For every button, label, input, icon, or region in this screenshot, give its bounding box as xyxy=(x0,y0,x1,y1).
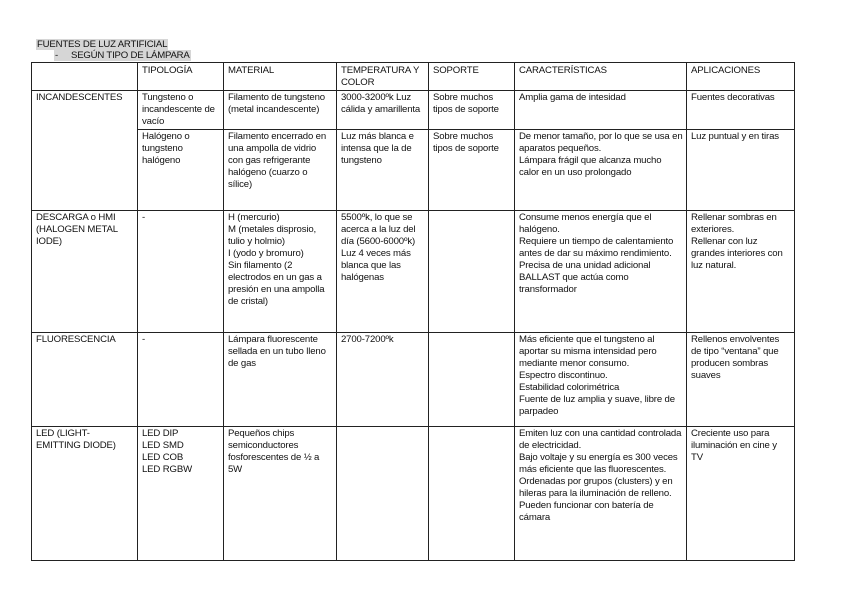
cell-tipologia: Halógeno o tungsteno halógeno xyxy=(138,130,224,211)
text-line: Ordenadas por grupos (clusters) y en hileras para la iluminación de relleno. xyxy=(519,476,673,499)
light-sources-table xyxy=(31,62,795,561)
row-label-fluorescencia: FLUORESCENCIA xyxy=(32,333,138,427)
cell-tipologia: - xyxy=(138,211,224,333)
document-title: FUENTES DE LUZ ARTIFICIAL xyxy=(37,39,168,50)
cell-temperatura: 2700-7200ºk xyxy=(337,333,429,427)
table-row-led xyxy=(32,427,795,561)
header-tipologia: TIPOLOGÍA xyxy=(138,63,224,91)
text-line: Pueden funcionar con batería de cámara xyxy=(519,500,654,523)
bullet-dash: - xyxy=(55,50,58,61)
cell-aplicaciones xyxy=(687,211,795,333)
cell-caracteristicas xyxy=(515,211,687,333)
cell-material: Filamento encerrado en una ampolla de vidrio con gas refrigerante halógeno (cuarzo o sílice) xyxy=(224,130,337,211)
table-row-descarga xyxy=(32,211,795,333)
header-row xyxy=(32,63,795,91)
document-heading xyxy=(36,39,191,61)
header-temperatura: TEMPERATURA Y COLOR xyxy=(337,63,429,91)
text-line: LED COB xyxy=(142,452,184,463)
table-row-fluorescencia xyxy=(32,333,795,427)
cell-caracteristicas xyxy=(515,333,687,427)
text-line: Rellenar sombras en exteriores. xyxy=(691,212,777,235)
header-cell-empty xyxy=(32,63,138,91)
cell-tipologia: - xyxy=(138,333,224,427)
text-line: I (yodo y bromuro) xyxy=(228,248,304,259)
row-label-led: LED (LIGHT-EMITTING DIODE) xyxy=(32,427,138,561)
text-line: M (metales disprosio, tulio y holmio) xyxy=(228,224,317,247)
cell-material xyxy=(224,211,337,333)
text-line: Requiere un tiempo de calentamiento antes de dar su máximo rendimiento. xyxy=(519,236,674,259)
row-label-incandescentes: INCANDESCENTES xyxy=(32,91,138,211)
text-line: Consume menos energía que el halógeno. xyxy=(519,212,652,235)
text-line: Bajo voltaje y su energía es 300 veces más eficiente que las fluorescentes. xyxy=(519,452,678,475)
text-line: LED RGBW xyxy=(142,464,192,475)
cell-temperatura xyxy=(337,211,429,333)
text-line: H (mercurio) xyxy=(228,212,280,223)
text-line: Fuente de luz amplia y suave, libre de parpadeo xyxy=(519,394,675,417)
text-line: Lámpara frágil que alcanza mucho calor en un uso prolongado xyxy=(519,155,662,178)
text-line: Sin filamento (2 electrodos en un gas a presión en una ampolla de cristal) xyxy=(228,260,325,307)
table-row-incandescentes-2 xyxy=(32,130,795,211)
text-line: LED SMD xyxy=(142,440,184,451)
text-line: LED DIP xyxy=(142,428,179,439)
text-line: Más eficiente que el tungsteno al aportar su misma intensidad pero mediante menor consumo. xyxy=(519,334,657,369)
cell-caracteristicas xyxy=(515,130,687,211)
cell-soporte xyxy=(429,211,515,333)
cell-material: Pequeños chips semiconductores fosforescentes de ½ a 5W xyxy=(224,427,337,561)
cell-temperatura: Luz más blanca e intensa que la de tungsteno xyxy=(337,130,429,211)
cell-temperatura: 3000-3200ºk Luz cálida y amarillenta xyxy=(337,91,429,130)
document-subtitle xyxy=(54,50,191,61)
text-line: Rellenar con luz grandes interiores con luz natural. xyxy=(691,236,783,271)
cell-material: Lámpara fluorescente sellada en un tubo lleno de gas xyxy=(224,333,337,427)
cell-caracteristicas: Amplia gama de intesidad xyxy=(515,91,687,130)
text-line: Luz 4 veces más blanca que las halógenas xyxy=(341,248,411,283)
cell-caracteristicas xyxy=(515,427,687,561)
subtitle-text: SEGÚN TIPO DE LÁMPARA xyxy=(71,50,190,61)
text-line: 5500ºk, lo que se acerca a la luz del día (5600-6000ºk) xyxy=(341,212,416,247)
text-line: Precisa de una unidad adicional BALLAST que actúa como transformador xyxy=(519,260,651,295)
cell-tipologia xyxy=(138,427,224,561)
cell-aplicaciones: Rellenos envolventes de tipo “ventana” que producen sombras suaves xyxy=(687,333,795,427)
cell-aplicaciones: Luz puntual y en tiras xyxy=(687,130,795,211)
cell-tipologia: Tungsteno o incandescente de vacío xyxy=(138,91,224,130)
text-line: De menor tamaño, por lo que se usa en aparatos pequeños. xyxy=(519,131,683,154)
table-row-incandescentes-1 xyxy=(32,91,795,130)
cell-aplicaciones: Creciente uso para iluminación en cine y TV xyxy=(687,427,795,561)
cell-soporte xyxy=(429,333,515,427)
cell-temperatura xyxy=(337,427,429,561)
cell-soporte xyxy=(429,427,515,561)
cell-soporte: Sobre muchos tipos de soporte xyxy=(429,130,515,211)
cell-soporte: Sobre muchos tipos de soporte xyxy=(429,91,515,130)
text-line: Estabilidad colorimétrica xyxy=(519,382,620,393)
header-soporte: SOPORTE xyxy=(429,63,515,91)
text-line: Emiten luz con una cantidad controlada de electricidad. xyxy=(519,428,682,451)
header-caracteristicas: CARACTERÍSTICAS xyxy=(515,63,687,91)
header-material: MATERIAL xyxy=(224,63,337,91)
row-label-descarga: DESCARGA o HMI (HALOGEN METAL IODE) xyxy=(32,211,138,333)
text-line: Espectro discontinuo. xyxy=(519,370,608,381)
header-aplicaciones: APLICACIONES xyxy=(687,63,795,91)
cell-material: Filamento de tungsteno (metal incandescente) xyxy=(224,91,337,130)
cell-aplicaciones: Fuentes decorativas xyxy=(687,91,795,130)
